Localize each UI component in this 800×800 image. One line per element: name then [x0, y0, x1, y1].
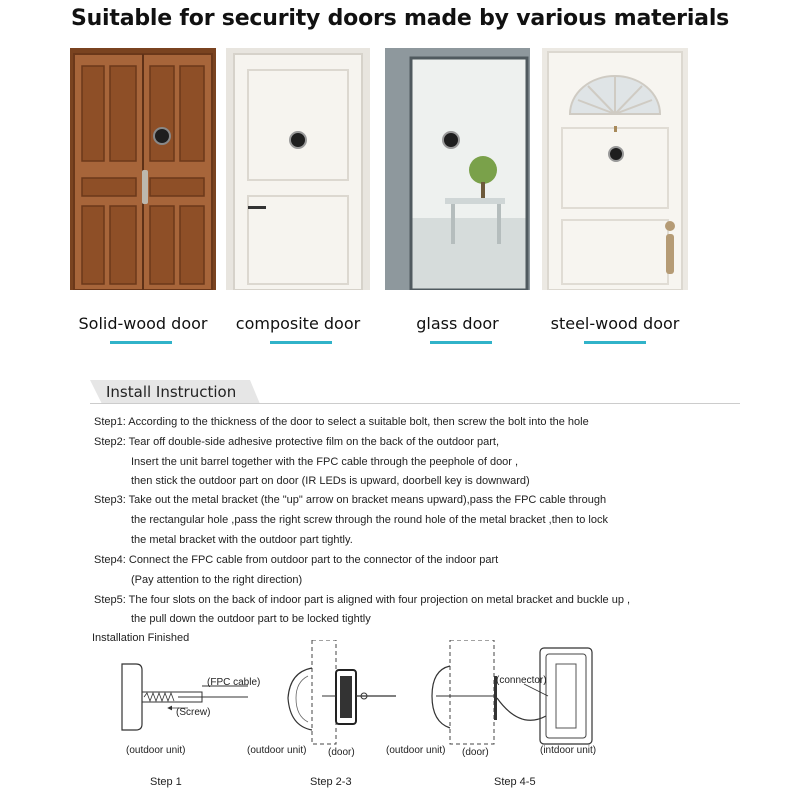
step1-diagram	[118, 640, 261, 740]
step5-text-line2: the pull down the outdoor part to be locked tightly	[131, 613, 371, 625]
step4-5-door-caption: (door)	[462, 747, 489, 758]
step5-key: Step5:	[94, 594, 126, 606]
door-label-underline	[110, 341, 172, 344]
step4-5-label: Step 4-5	[494, 776, 536, 788]
step1-key: Step1:	[94, 416, 126, 428]
step4-text-line2: (Pay attention to the right direction)	[131, 574, 303, 586]
step1-fpc-cable-caption: (FPC cable)	[207, 677, 261, 688]
step2-text: Tear off double-side adhesive protective film on the back of the outdoor part,	[128, 436, 500, 448]
step2-3-outdoor-caption: (outdoor unit)	[247, 745, 307, 756]
step3-text: Take out the metal bracket (the "up" arrow on bracket means upward),pass the FPC cable through	[128, 494, 607, 506]
install-instruction-heading: Install Instruction	[106, 383, 237, 401]
glass-door-illustration	[385, 48, 530, 290]
door-label-steel-wood: steel-wood door	[550, 314, 680, 333]
peephole-camera-icon	[443, 132, 459, 148]
peephole-camera-icon	[154, 128, 170, 144]
step4-key: Step4:	[94, 554, 126, 566]
page-title: Suitable for security doors made by various materials	[70, 6, 730, 31]
step2-key: Step2:	[94, 436, 126, 448]
solid-wood-door-photo	[70, 48, 216, 290]
section-divider	[90, 403, 740, 404]
step2-3-label: Step 2-3	[310, 776, 352, 788]
steel-wood-door-illustration	[542, 48, 688, 290]
door-label-solid-wood: Solid-wood door	[78, 314, 208, 333]
step3-text-line3: the metal bracket with the outdoor part tightly.	[131, 534, 353, 546]
door-label-underline	[430, 341, 492, 344]
step4-5-diagram	[428, 640, 598, 750]
step4-text: Connect the FPC cable from outdoor part to the connector of the indoor part	[128, 554, 499, 566]
door-label-underline	[270, 341, 332, 344]
step4-5-connector-caption: (connector)	[496, 675, 547, 686]
steel-wood-door-photo	[542, 48, 688, 290]
step1-text: According to the thickness of the door to select a suitable bolt, then screw the bolt into the hole	[128, 416, 589, 428]
glass-door-photo	[385, 48, 530, 290]
step2-3-door-caption: (door)	[328, 747, 355, 758]
step1-screw-caption: (Screw)	[176, 707, 211, 718]
step1-label: Step 1	[150, 776, 182, 788]
installation-finished-label: Installation Finished	[92, 632, 190, 644]
step3-text-line2: the rectangular hole ,pass the right screw through the round hole of the metal bracket ,then to lock	[131, 514, 608, 526]
step3-key: Step3:	[94, 494, 126, 506]
step4-5-outdoor-caption: (outdoor unit)	[386, 745, 446, 756]
step2-line	[94, 435, 499, 449]
step2-text-line3: then stick the outdoor part on door (IR LEDs is upward, doorbell key is downward)	[131, 475, 530, 487]
peephole-camera-icon	[290, 132, 306, 148]
step1-line	[94, 415, 589, 429]
composite-door-photo	[226, 48, 370, 290]
step2-text-line2: Insert the unit barrel together with the FPC cable through the peephole of door ,	[131, 456, 519, 468]
peephole-camera-icon	[609, 147, 623, 161]
door-label-glass: glass door	[416, 314, 499, 333]
step4-line	[94, 553, 498, 567]
step2-3-diagram	[282, 640, 412, 750]
door-label-underline	[584, 341, 646, 344]
step5-text: The four slots on the back of indoor part is aligned with four projection on metal bracket and buckle up ,	[128, 594, 631, 606]
solid-wood-door-illustration	[70, 48, 216, 290]
door-label-composite: composite door	[235, 314, 361, 333]
composite-door-illustration	[226, 48, 370, 290]
step1-outdoor-caption: (outdoor unit)	[126, 745, 186, 756]
step3-line	[94, 493, 606, 507]
step5-line	[94, 593, 630, 607]
step4-5-indoor-caption: (intdoor unit)	[540, 745, 597, 756]
